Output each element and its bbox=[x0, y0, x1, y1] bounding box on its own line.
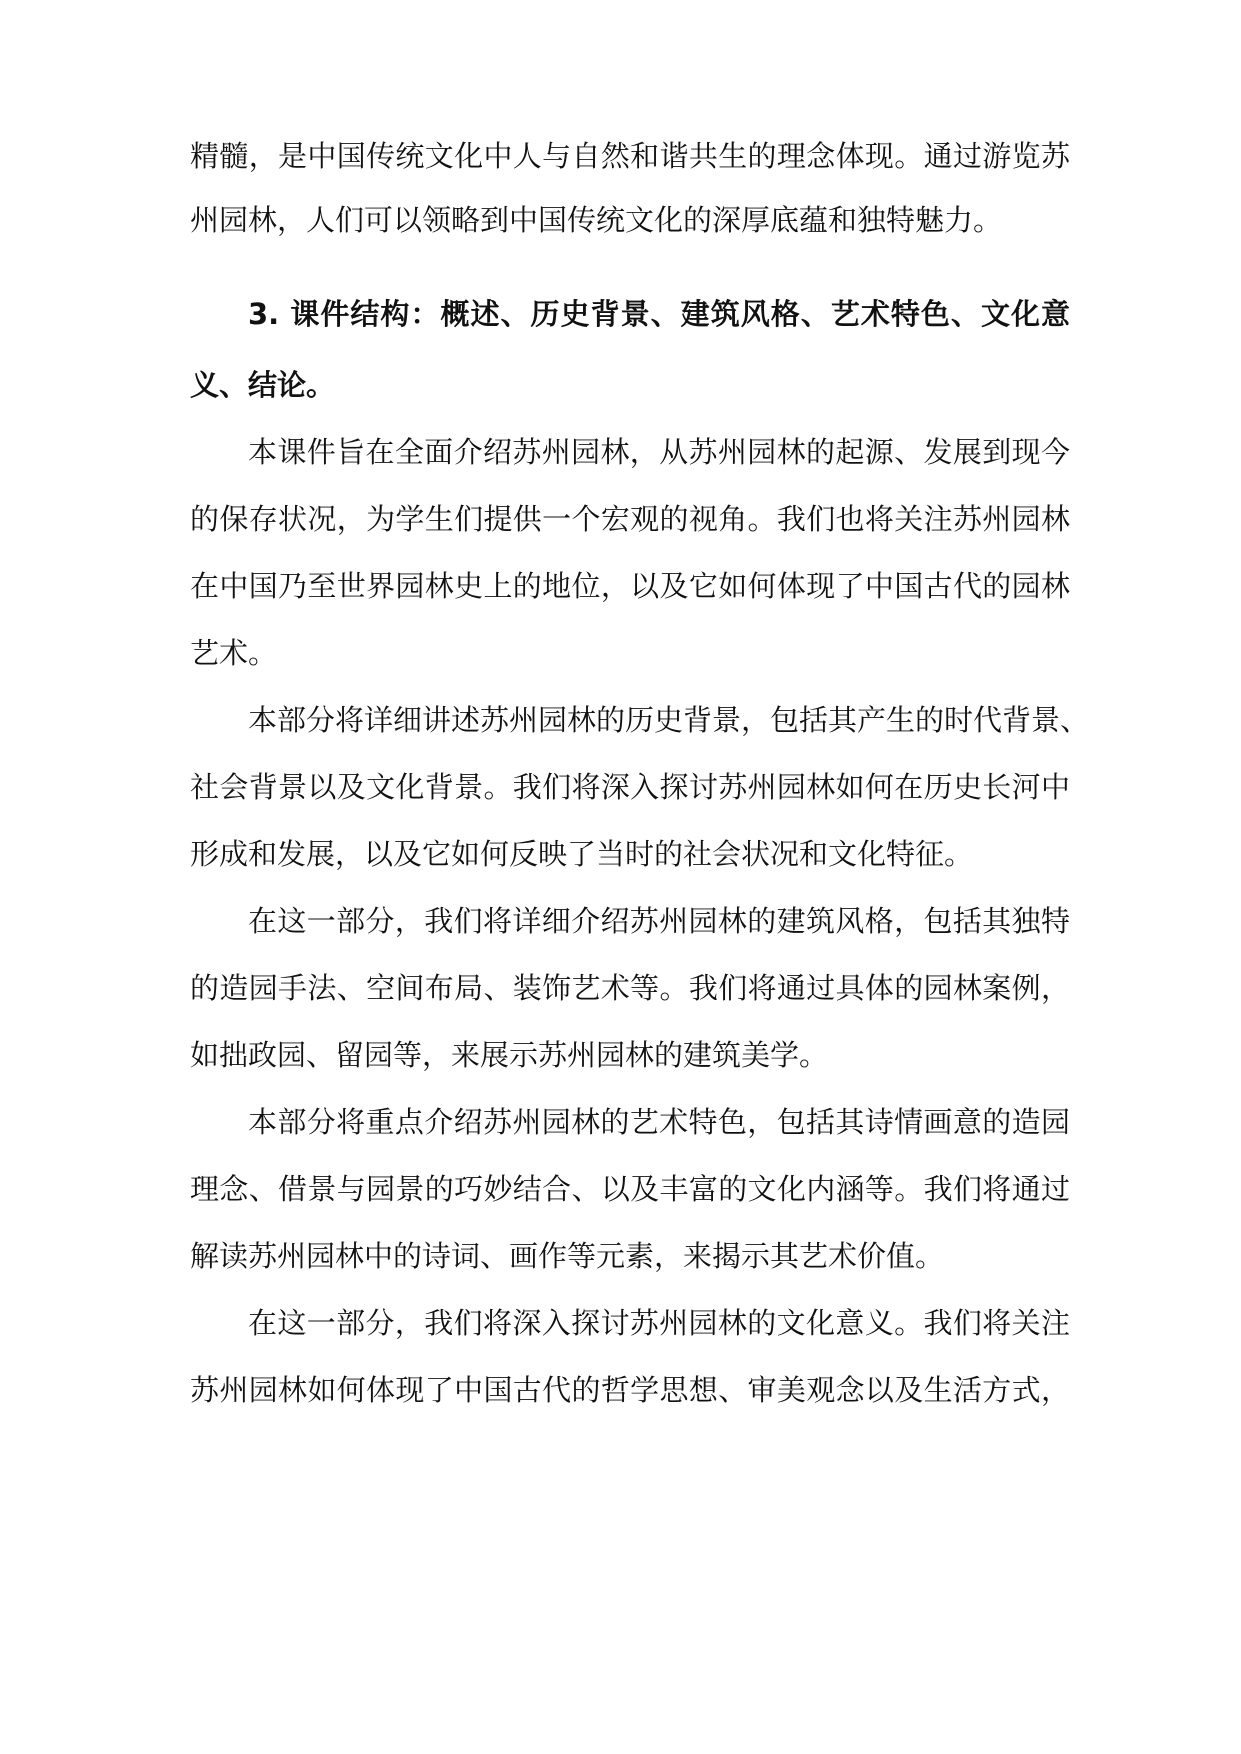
paragraph-line: 在这一部分，我们将详细介绍苏州园林的建筑风格，包括其独特 bbox=[248, 904, 1070, 938]
paragraph-line: 社会背景以及文化背景。我们将深入探讨苏州园林如何在历史长河中 bbox=[190, 770, 1070, 804]
paragraph-line: 本课件旨在全面介绍苏州园林，从苏州园林的起源、发展到现今 bbox=[248, 435, 1070, 469]
paragraph-line: 的造园手法、空间布局、装饰艺术等。我们将通过具体的园林案例， bbox=[190, 971, 1070, 1005]
paragraph-line: 形成和发展，以及它如何反映了当时的社会状况和文化特征。 bbox=[190, 837, 974, 871]
section-heading-line: 义、结论。 bbox=[190, 368, 336, 402]
paragraph-line: 解读苏州园林中的诗词、画作等元素，来揭示其艺术价值。 bbox=[190, 1239, 945, 1273]
paragraph-line: 本部分将重点介绍苏州园林的艺术特色，包括其诗情画意的造园 bbox=[248, 1105, 1070, 1139]
paragraph-line: 在中国乃至世界园林史上的地位，以及它如何体现了中国古代的园林 bbox=[190, 569, 1070, 603]
paragraph-line: 精髓，是中国传统文化中人与自然和谐共生的理念体现。通过游览苏 bbox=[190, 139, 1070, 173]
paragraph-line: 本部分将详细讲述苏州园林的历史背景，包括其产生的时代背景、 bbox=[248, 703, 1090, 737]
paragraph-line: 理念、借景与园景的巧妙结合、以及丰富的文化内涵等。我们将通过 bbox=[190, 1172, 1070, 1206]
paragraph-line: 在这一部分，我们将深入探讨苏州园林的文化意义。我们将关注 bbox=[248, 1306, 1070, 1340]
paragraph-line: 苏州园林如何体现了中国古代的哲学思想、审美观念以及生活方式， bbox=[190, 1373, 1070, 1407]
paragraph-line: 如拙政园、留园等，来展示苏州园林的建筑美学。 bbox=[190, 1038, 829, 1072]
paragraph-line: 的保存状况，为学生们提供一个宏观的视角。我们也将关注苏州园林 bbox=[190, 502, 1070, 536]
paragraph-line: 艺术。 bbox=[190, 636, 278, 670]
section-heading-line: 3. 课件结构：概述、历史背景、建筑风格、艺术特色、文化意 bbox=[248, 297, 1070, 331]
paragraph-line: 州园林，人们可以领略到中国传统文化的深厚底蕴和独特魅力。 bbox=[190, 203, 1003, 237]
